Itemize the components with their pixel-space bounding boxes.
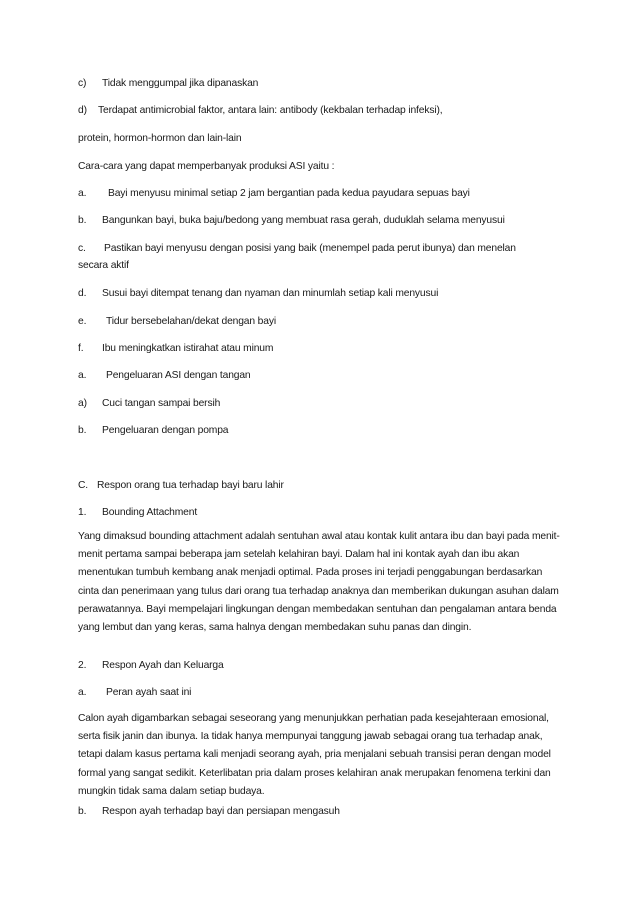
list-item xyxy=(78,397,220,410)
text-line xyxy=(78,259,129,272)
list-marker: d) xyxy=(78,105,87,116)
list-marker: b. xyxy=(78,425,87,436)
section-heading xyxy=(78,479,284,492)
paragraph-bounding-attachment: Yang dimaksud bounding attachment adalah sentuhan awal atau kontak kulit antara ibu dan bayi pada menit-menit pertama sampai beberapa jam setelah kelahiran bayi. Dalam hal ini kontak ayah dan ibu akan menentukan tumbuh kembang anak menjadi optimal. Pada proses ini terjadi penggabungan berdasarkan cinta dan penerimaan yang tulus dari orang tua terhadap anaknya dan memberikan dukungan asuhan dalam perawatannya. Bayi mempelajari lingkungan dengan membedakan sentuhan dan pengalaman antara benda yang lembut dan yang keras, sama halnya dengan membedakan suhu panas dan dingin. xyxy=(78,531,560,634)
list-marker: a) xyxy=(78,398,87,409)
list-text: Terdapat antimicrobial faktor, antara lain: antibody (kekbalan terhadap infeksi), xyxy=(98,105,443,116)
list-marker: a. xyxy=(78,370,87,381)
subsection-marker: 2. xyxy=(78,660,87,671)
subsection-title: Bounding Attachment xyxy=(102,507,198,518)
list-text: Bayi menyusu minimal setiap 2 jam bergantian pada kedua payudara sepuas bayi xyxy=(108,188,470,199)
list-text: Pastikan bayi menyusu dengan posisi yang baik (menempel pada perut ibunya) dan menelan xyxy=(104,243,516,254)
list-marker: d. xyxy=(78,288,87,299)
list-item xyxy=(78,424,228,437)
list-marker: e. xyxy=(78,316,87,327)
list-text: Cuci tangan sampai bersih xyxy=(102,398,221,409)
subsection-title: Respon Ayah dan Keluarga xyxy=(102,660,224,671)
line-text: Cara-cara yang dapat memperbanyak produksi ASI yaitu : xyxy=(78,161,335,172)
list-item xyxy=(78,77,258,90)
section-marker: C. xyxy=(78,480,88,491)
list-item xyxy=(78,104,442,117)
list-item xyxy=(78,686,191,699)
list-text: Tidur bersebelahan/dekat dengan bayi xyxy=(106,316,276,327)
list-item xyxy=(78,342,273,355)
list-item xyxy=(78,214,505,227)
list-marker: b. xyxy=(78,215,87,226)
list-item xyxy=(78,242,516,255)
subsection-marker: 1. xyxy=(78,507,87,518)
text-line xyxy=(78,160,334,173)
list-marker: a. xyxy=(78,188,87,199)
list-item xyxy=(78,315,276,328)
list-text: Peran ayah saat ini xyxy=(106,687,192,698)
paragraph-peran-ayah: Calon ayah digambarkan sebagai seseorang yang menunjukkan perhatian pada kesejahteraan emosional, serta fisik janin dan ibunya. Ia tidak hanya mempunyai tanggung jawab sebagai orang tua terhadap anak, tetapi dalam kasus pertama kali menjadi seorang ayah, pria menjalani sebuah transisi peran dengan model formal yang sangat sedikit. Keterlibatan pria dalam proses kelahiran anak merupakan fenomena terkini dan mungkin tidak sama dalam setiap budaya. xyxy=(78,713,551,797)
list-marker: c. xyxy=(78,243,86,254)
list-text: Pengeluaran ASI dengan tangan xyxy=(106,370,251,381)
section-title: Respon orang tua terhadap bayi baru lahir xyxy=(97,480,284,491)
list-marker: b. xyxy=(78,806,87,817)
list-item xyxy=(78,287,438,300)
list-text: Susui bayi ditempat tenang dan nyaman dan minumlah setiap kali menyusui xyxy=(102,288,439,299)
list-item xyxy=(78,187,470,200)
list-item xyxy=(78,369,251,382)
subsection-heading xyxy=(78,506,197,519)
list-item xyxy=(78,805,340,818)
list-text: Respon ayah terhadap bayi dan persiapan mengasuh xyxy=(102,806,340,817)
list-text: Tidak menggumpal jika dipanaskan xyxy=(102,78,259,89)
list-text: Bangunkan bayi, buka baju/bedong yang membuat rasa gerah, duduklah selama menyusui xyxy=(102,215,505,226)
text-line xyxy=(78,132,241,145)
list-text: Ibu meningkatkan istirahat atau minum xyxy=(102,343,274,354)
subsection-heading xyxy=(78,659,224,672)
line-text: secara aktif xyxy=(78,260,129,271)
line-text: protein, hormon-hormon dan lain-lain xyxy=(78,133,242,144)
list-marker: f. xyxy=(78,343,84,354)
list-text: Pengeluaran dengan pompa xyxy=(102,425,229,436)
list-marker: c) xyxy=(78,78,87,89)
list-marker: a. xyxy=(78,687,87,698)
